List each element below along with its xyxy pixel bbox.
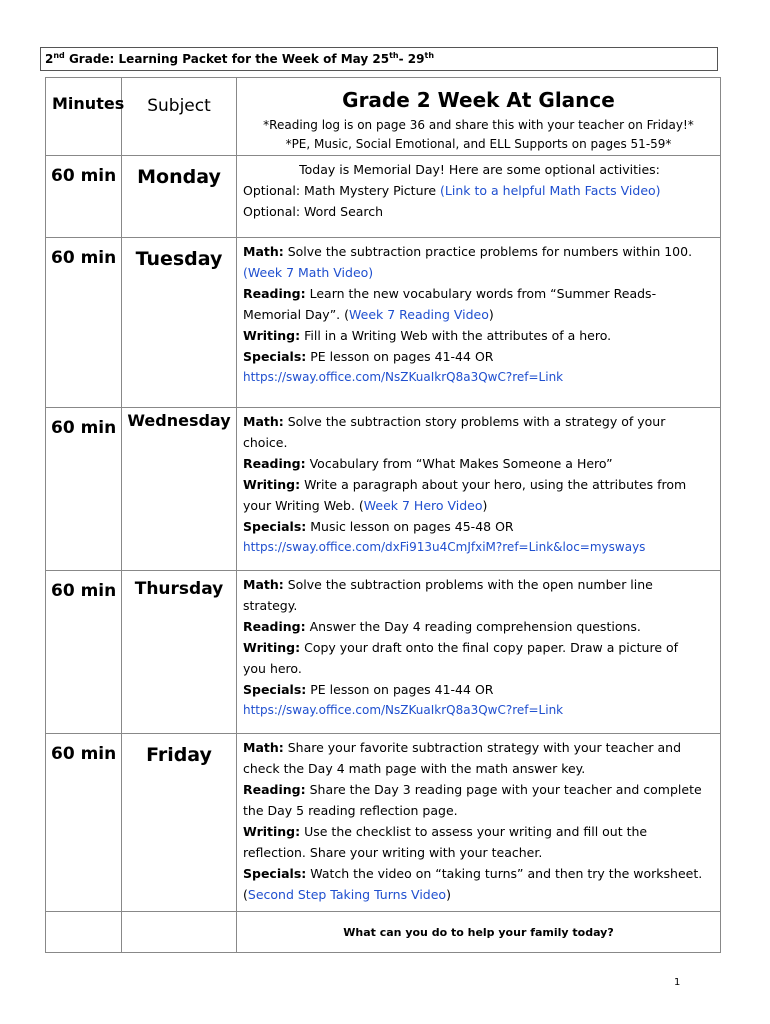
table-header-row bbox=[46, 78, 721, 156]
optional-math-line: Optional: Math Mystery Picture (Link to a helpful Math Facts Video) bbox=[243, 183, 661, 198]
optional-word-search: Optional: Word Search bbox=[243, 204, 384, 219]
table-row-thursday bbox=[46, 571, 721, 734]
writing-task: Writing: Write a paragraph about your hero, using the attributes from bbox=[243, 477, 687, 492]
minutes-cell: 60 min bbox=[46, 571, 122, 734]
math-task-cont: check the Day 4 math page with the math answer key. bbox=[243, 761, 586, 776]
table-row-tuesday bbox=[46, 238, 721, 408]
day-cell-tuesday: Tuesday bbox=[122, 238, 237, 408]
specials-task-cont: (Second Step Taking Turns Video) bbox=[243, 887, 451, 902]
specials-task: Specials: PE lesson on pages 41-44 OR bbox=[243, 349, 494, 364]
reading-log-note: *Reading log is on page 36 and share this with your teacher on Friday!* bbox=[263, 118, 694, 132]
reading-task: Reading: Answer the Day 4 reading comprehension questions. bbox=[243, 619, 641, 634]
family-help-question: What can you do to help your family today? bbox=[237, 912, 721, 953]
minutes-header: Minutes bbox=[46, 78, 122, 156]
reading-task-cont: Memorial Day”. (Week 7 Reading Video) bbox=[243, 307, 494, 322]
day-cell-wednesday: Wednesday bbox=[122, 408, 237, 571]
packet-header: 2nd Grade: Learning Packet for the Week of May 25th- 29th bbox=[40, 47, 718, 71]
footer-empty-subject bbox=[122, 912, 237, 953]
reading-task-cont: the Day 5 reading reflection page. bbox=[243, 803, 458, 818]
week7-reading-video-link[interactable]: Week 7 Reading Video bbox=[349, 307, 489, 322]
writing-task: Writing: Fill in a Writing Web with the attributes of a hero. bbox=[243, 328, 612, 343]
writing-task: Writing: Use the checklist to assess your writing and fill out the bbox=[243, 824, 648, 839]
writing-task-cont: reflection. Share your writing with your teacher. bbox=[243, 845, 543, 860]
week7-math-video-link[interactable]: (Week 7 Math Video) bbox=[243, 265, 374, 280]
memorial-day-note: Today is Memorial Day! Here are some optional activities: bbox=[299, 162, 660, 177]
wednesday-activities bbox=[237, 408, 721, 571]
table-row-wednesday bbox=[46, 408, 721, 571]
math-task: Math: Solve the subtraction problems with the open number line bbox=[243, 577, 653, 592]
supports-note: *PE, Music, Social Emotional, and ELL Supports on pages 51-59* bbox=[285, 137, 672, 151]
page-number: 1 bbox=[674, 977, 681, 988]
table-row-friday bbox=[46, 734, 721, 912]
sway-pe-link[interactable]: https://sway.office.com/NsZKuaIkrQ8a3QwC?ref=Link bbox=[243, 703, 564, 717]
writing-task: Writing: Copy your draft onto the final copy paper. Draw a picture of bbox=[243, 640, 679, 655]
thursday-activities bbox=[237, 571, 721, 734]
table-footer-row bbox=[46, 912, 721, 953]
tuesday-activities bbox=[237, 238, 721, 408]
specials-task: Specials: Watch the video on “taking turns” and then try the worksheet. bbox=[243, 866, 703, 881]
table-row-monday bbox=[46, 156, 721, 238]
math-facts-video-link[interactable]: (Link to a helpful Math Facts Video) bbox=[440, 183, 661, 198]
minutes-cell: 60 min bbox=[46, 238, 122, 408]
writing-task-cont: you hero. bbox=[243, 661, 302, 676]
math-task: Math: Solve the subtraction practice problems for numbers within 100. bbox=[243, 244, 693, 259]
reading-task: Reading: Learn the new vocabulary words from “Summer Reads- bbox=[243, 286, 657, 301]
friday-activities bbox=[237, 734, 721, 912]
monday-activities bbox=[237, 156, 721, 238]
math-task-cont: choice. bbox=[243, 435, 288, 450]
page-title: Grade 2 Week At Glance bbox=[342, 88, 615, 112]
week-at-glance-header bbox=[237, 78, 721, 156]
day-cell-friday: Friday bbox=[122, 734, 237, 912]
footer-empty-minutes bbox=[46, 912, 122, 953]
reading-task: Reading: Vocabulary from “What Makes Someone a Hero” bbox=[243, 456, 613, 471]
minutes-cell: 60 min bbox=[46, 734, 122, 912]
subject-header: Subject bbox=[122, 78, 237, 156]
specials-task: Specials: Music lesson on pages 45-48 OR bbox=[243, 519, 514, 534]
math-task: Math: Share your favorite subtraction strategy with your teacher and bbox=[243, 740, 682, 755]
math-task-cont: strategy. bbox=[243, 598, 298, 613]
reading-task: Reading: Share the Day 3 reading page with your teacher and complete bbox=[243, 782, 702, 797]
taking-turns-video-link[interactable]: Second Step Taking Turns Video bbox=[247, 887, 447, 902]
math-task: Math: Solve the subtraction story problems with a strategy of your bbox=[243, 414, 666, 429]
minutes-cell: 60 min bbox=[46, 156, 122, 238]
week7-hero-video-link[interactable]: Week 7 Hero Video bbox=[363, 498, 483, 513]
minutes-cell: 60 min bbox=[46, 408, 122, 571]
writing-task-cont: your Writing Web. (Week 7 Hero Video) bbox=[243, 498, 488, 513]
sway-music-link[interactable]: https://sway.office.com/dxFi913u4CmJfxiM?ref=Link&loc=mysways bbox=[243, 540, 646, 554]
day-cell-monday: Monday bbox=[122, 156, 237, 238]
specials-task: Specials: PE lesson on pages 41-44 OR bbox=[243, 682, 494, 697]
day-cell-thursday: Thursday bbox=[122, 571, 237, 734]
sway-pe-link[interactable]: https://sway.office.com/NsZKuaIkrQ8a3QwC?ref=Link bbox=[243, 370, 564, 384]
week-schedule-table bbox=[45, 77, 721, 953]
